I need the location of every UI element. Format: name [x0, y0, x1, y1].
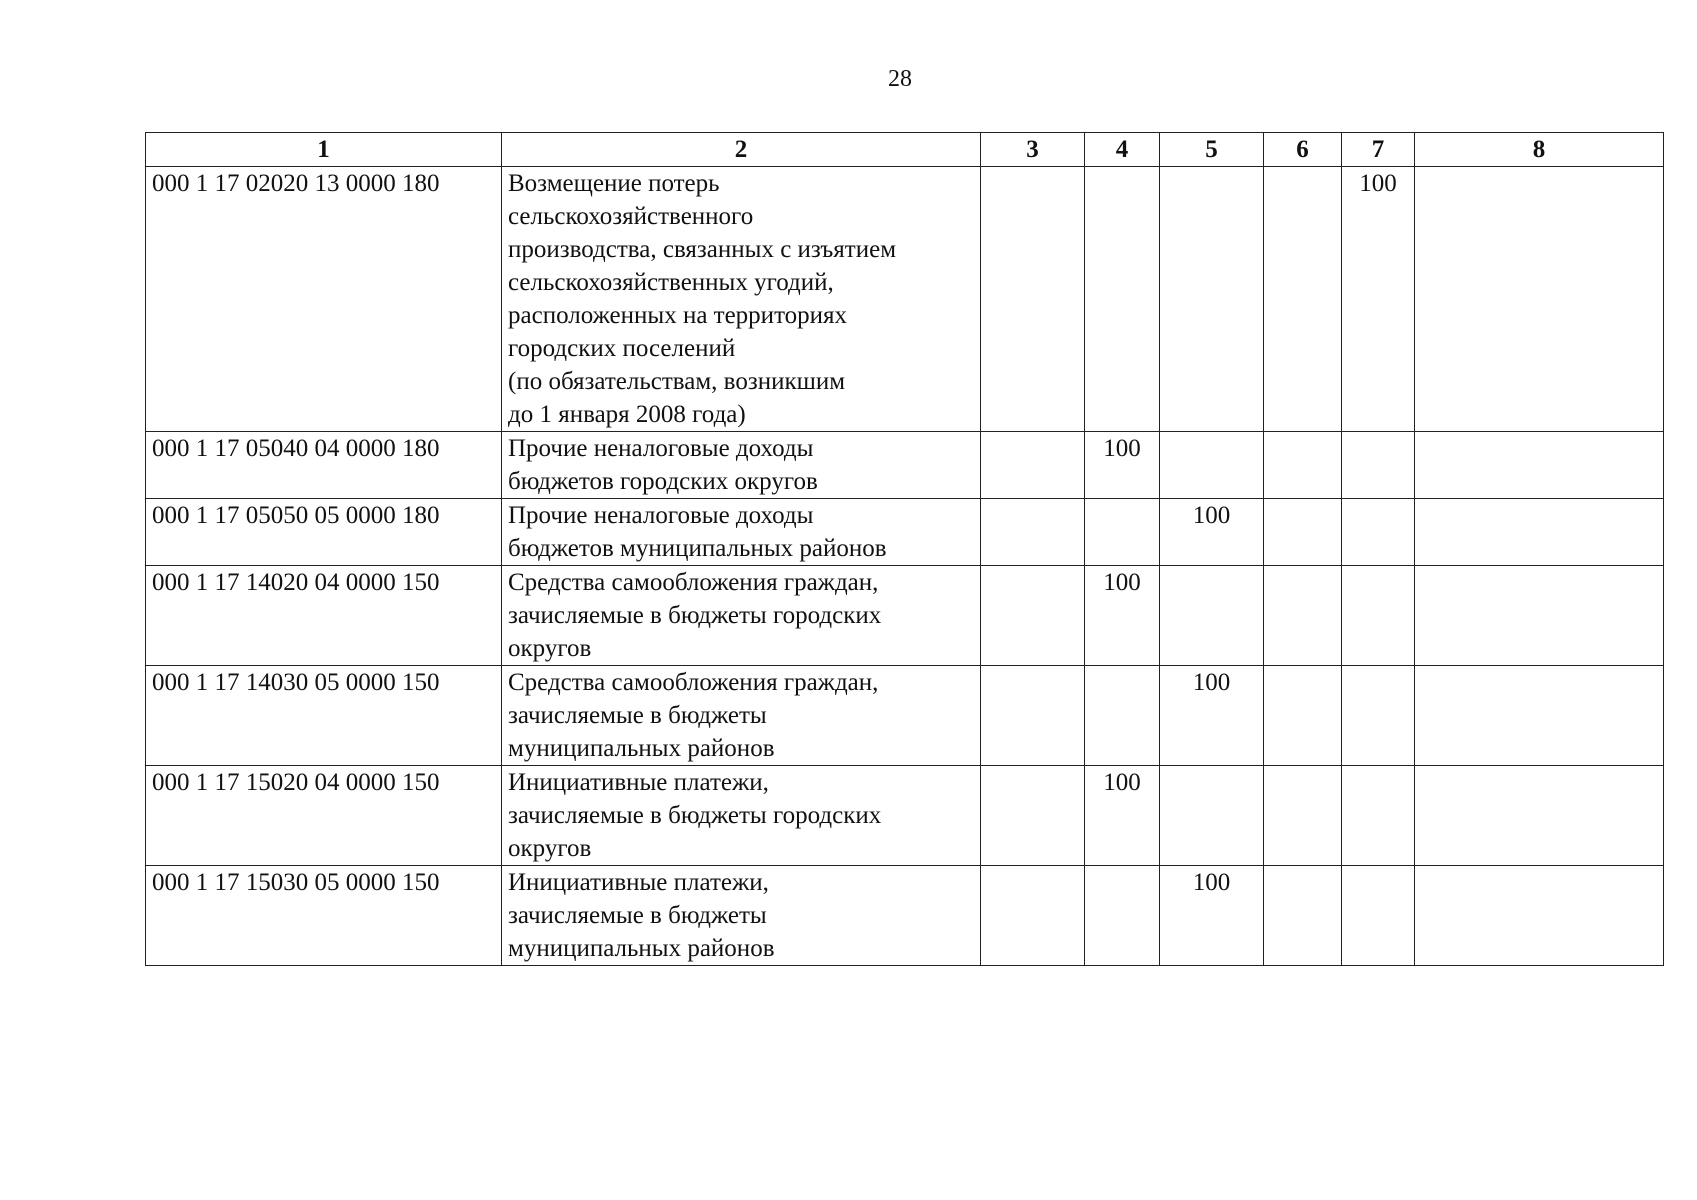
cell-col-4: [1085, 499, 1160, 566]
description-line: зачисляемые в бюджеты городских: [508, 802, 882, 829]
cell-col-7: [1342, 866, 1415, 966]
cell-col-8: [1415, 167, 1664, 432]
cell-col-3: [981, 566, 1085, 666]
cell-col-6: [1264, 499, 1342, 566]
cell-col-6: [1264, 167, 1342, 432]
header-col-4: 4: [1085, 133, 1160, 167]
description-line: бюджетов муниципальных районов: [508, 535, 887, 562]
description-line: производства, связанных с изъятием: [508, 236, 897, 263]
cell-col-5: 100: [1160, 666, 1264, 766]
header-col-2: 2: [502, 133, 981, 167]
description-line: муниципальных районов: [508, 935, 775, 962]
cell-col-4: 100: [1085, 766, 1160, 866]
description-line: Возмещение потерь: [508, 170, 720, 197]
cell-col-7: [1342, 432, 1415, 499]
description-line: городских поселений: [508, 335, 736, 362]
header-col-7: 7: [1342, 133, 1415, 167]
page-number: 28: [888, 66, 912, 92]
header-col-6: 6: [1264, 133, 1342, 167]
description-line: муниципальных районов: [508, 735, 775, 762]
cell-col-7: [1342, 666, 1415, 766]
table-row: [146, 666, 1664, 766]
header-col-3: 3: [981, 133, 1085, 167]
cell-col-3: [981, 499, 1085, 566]
cell-col-3: [981, 766, 1085, 866]
row-code: 000 1 17 15030 05 0000 150: [146, 866, 502, 966]
cell-col-5: [1160, 432, 1264, 499]
description-line: Прочие неналоговые доходы: [508, 435, 814, 462]
description-line: Средства самообложения граждан,: [508, 669, 879, 696]
cell-col-7: 100: [1342, 167, 1415, 432]
header-col-8: 8: [1415, 133, 1664, 167]
table-row: [146, 566, 1664, 666]
row-code: 000 1 17 05050 05 0000 180: [146, 499, 502, 566]
cell-col-7: [1342, 566, 1415, 666]
row-code: 000 1 17 14030 05 0000 150: [146, 666, 502, 766]
cell-col-4: [1085, 167, 1160, 432]
description-line: округов: [508, 835, 592, 862]
cell-col-3: [981, 432, 1085, 499]
row-code: 000 1 17 14020 04 0000 150: [146, 566, 502, 666]
cell-col-8: [1415, 866, 1664, 966]
description-line: Прочие неналоговые доходы: [508, 502, 814, 529]
description-line: зачисляемые в бюджеты городских: [508, 602, 882, 629]
cell-col-6: [1264, 432, 1342, 499]
row-code: 000 1 17 15020 04 0000 150: [146, 766, 502, 866]
cell-col-4: [1085, 666, 1160, 766]
table-row: [146, 866, 1664, 966]
cell-col-8: [1415, 499, 1664, 566]
cell-col-3: [981, 866, 1085, 966]
table-row: [146, 167, 1664, 432]
table-row: [146, 766, 1664, 866]
cell-col-5: 100: [1160, 499, 1264, 566]
cell-col-8: [1415, 666, 1664, 766]
description-line: бюджетов городских округов: [508, 468, 818, 495]
row-description: [502, 766, 981, 866]
row-code: 000 1 17 05040 04 0000 180: [146, 432, 502, 499]
row-description: [502, 566, 981, 666]
cell-col-8: [1415, 566, 1664, 666]
description-line: до 1 января 2008 года): [508, 401, 746, 428]
cell-col-6: [1264, 866, 1342, 966]
header-row: [146, 133, 1664, 167]
cell-col-4: 100: [1085, 566, 1160, 666]
cell-col-3: [981, 167, 1085, 432]
row-description: [502, 499, 981, 566]
cell-col-3: [981, 666, 1085, 766]
row-description: [502, 666, 981, 766]
description-line: (по обязательствам, возникшим: [508, 368, 846, 395]
description-line: сельскохозяйственного: [508, 203, 754, 230]
description-line: округов: [508, 635, 592, 662]
revenue-table: [145, 132, 1664, 966]
description-line: Инициативные платежи,: [508, 869, 769, 896]
cell-col-5: [1160, 766, 1264, 866]
description-line: Средства самообложения граждан,: [508, 569, 879, 596]
description-line: сельскохозяйственных угодий,: [508, 269, 834, 296]
description-line: зачисляемые в бюджеты: [508, 702, 767, 729]
cell-col-5: [1160, 566, 1264, 666]
row-description: [502, 866, 981, 966]
cell-col-6: [1264, 666, 1342, 766]
cell-col-5: 100: [1160, 866, 1264, 966]
cell-col-8: [1415, 432, 1664, 499]
description-line: Инициативные платежи,: [508, 769, 769, 796]
cell-col-7: [1342, 499, 1415, 566]
cell-col-4: 100: [1085, 432, 1160, 499]
row-description: [502, 167, 981, 432]
row-code: 000 1 17 02020 13 0000 180: [146, 167, 502, 432]
table-row: [146, 499, 1664, 566]
cell-col-4: [1085, 866, 1160, 966]
table-row: [146, 432, 1664, 499]
description-line: зачисляемые в бюджеты: [508, 902, 767, 929]
cell-col-6: [1264, 766, 1342, 866]
cell-col-6: [1264, 566, 1342, 666]
header-col-1: 1: [146, 133, 502, 167]
row-description: [502, 432, 981, 499]
description-line: расположенных на территориях: [508, 302, 848, 329]
cell-col-7: [1342, 766, 1415, 866]
cell-col-8: [1415, 766, 1664, 866]
header-col-5: 5: [1160, 133, 1264, 167]
cell-col-5: [1160, 167, 1264, 432]
